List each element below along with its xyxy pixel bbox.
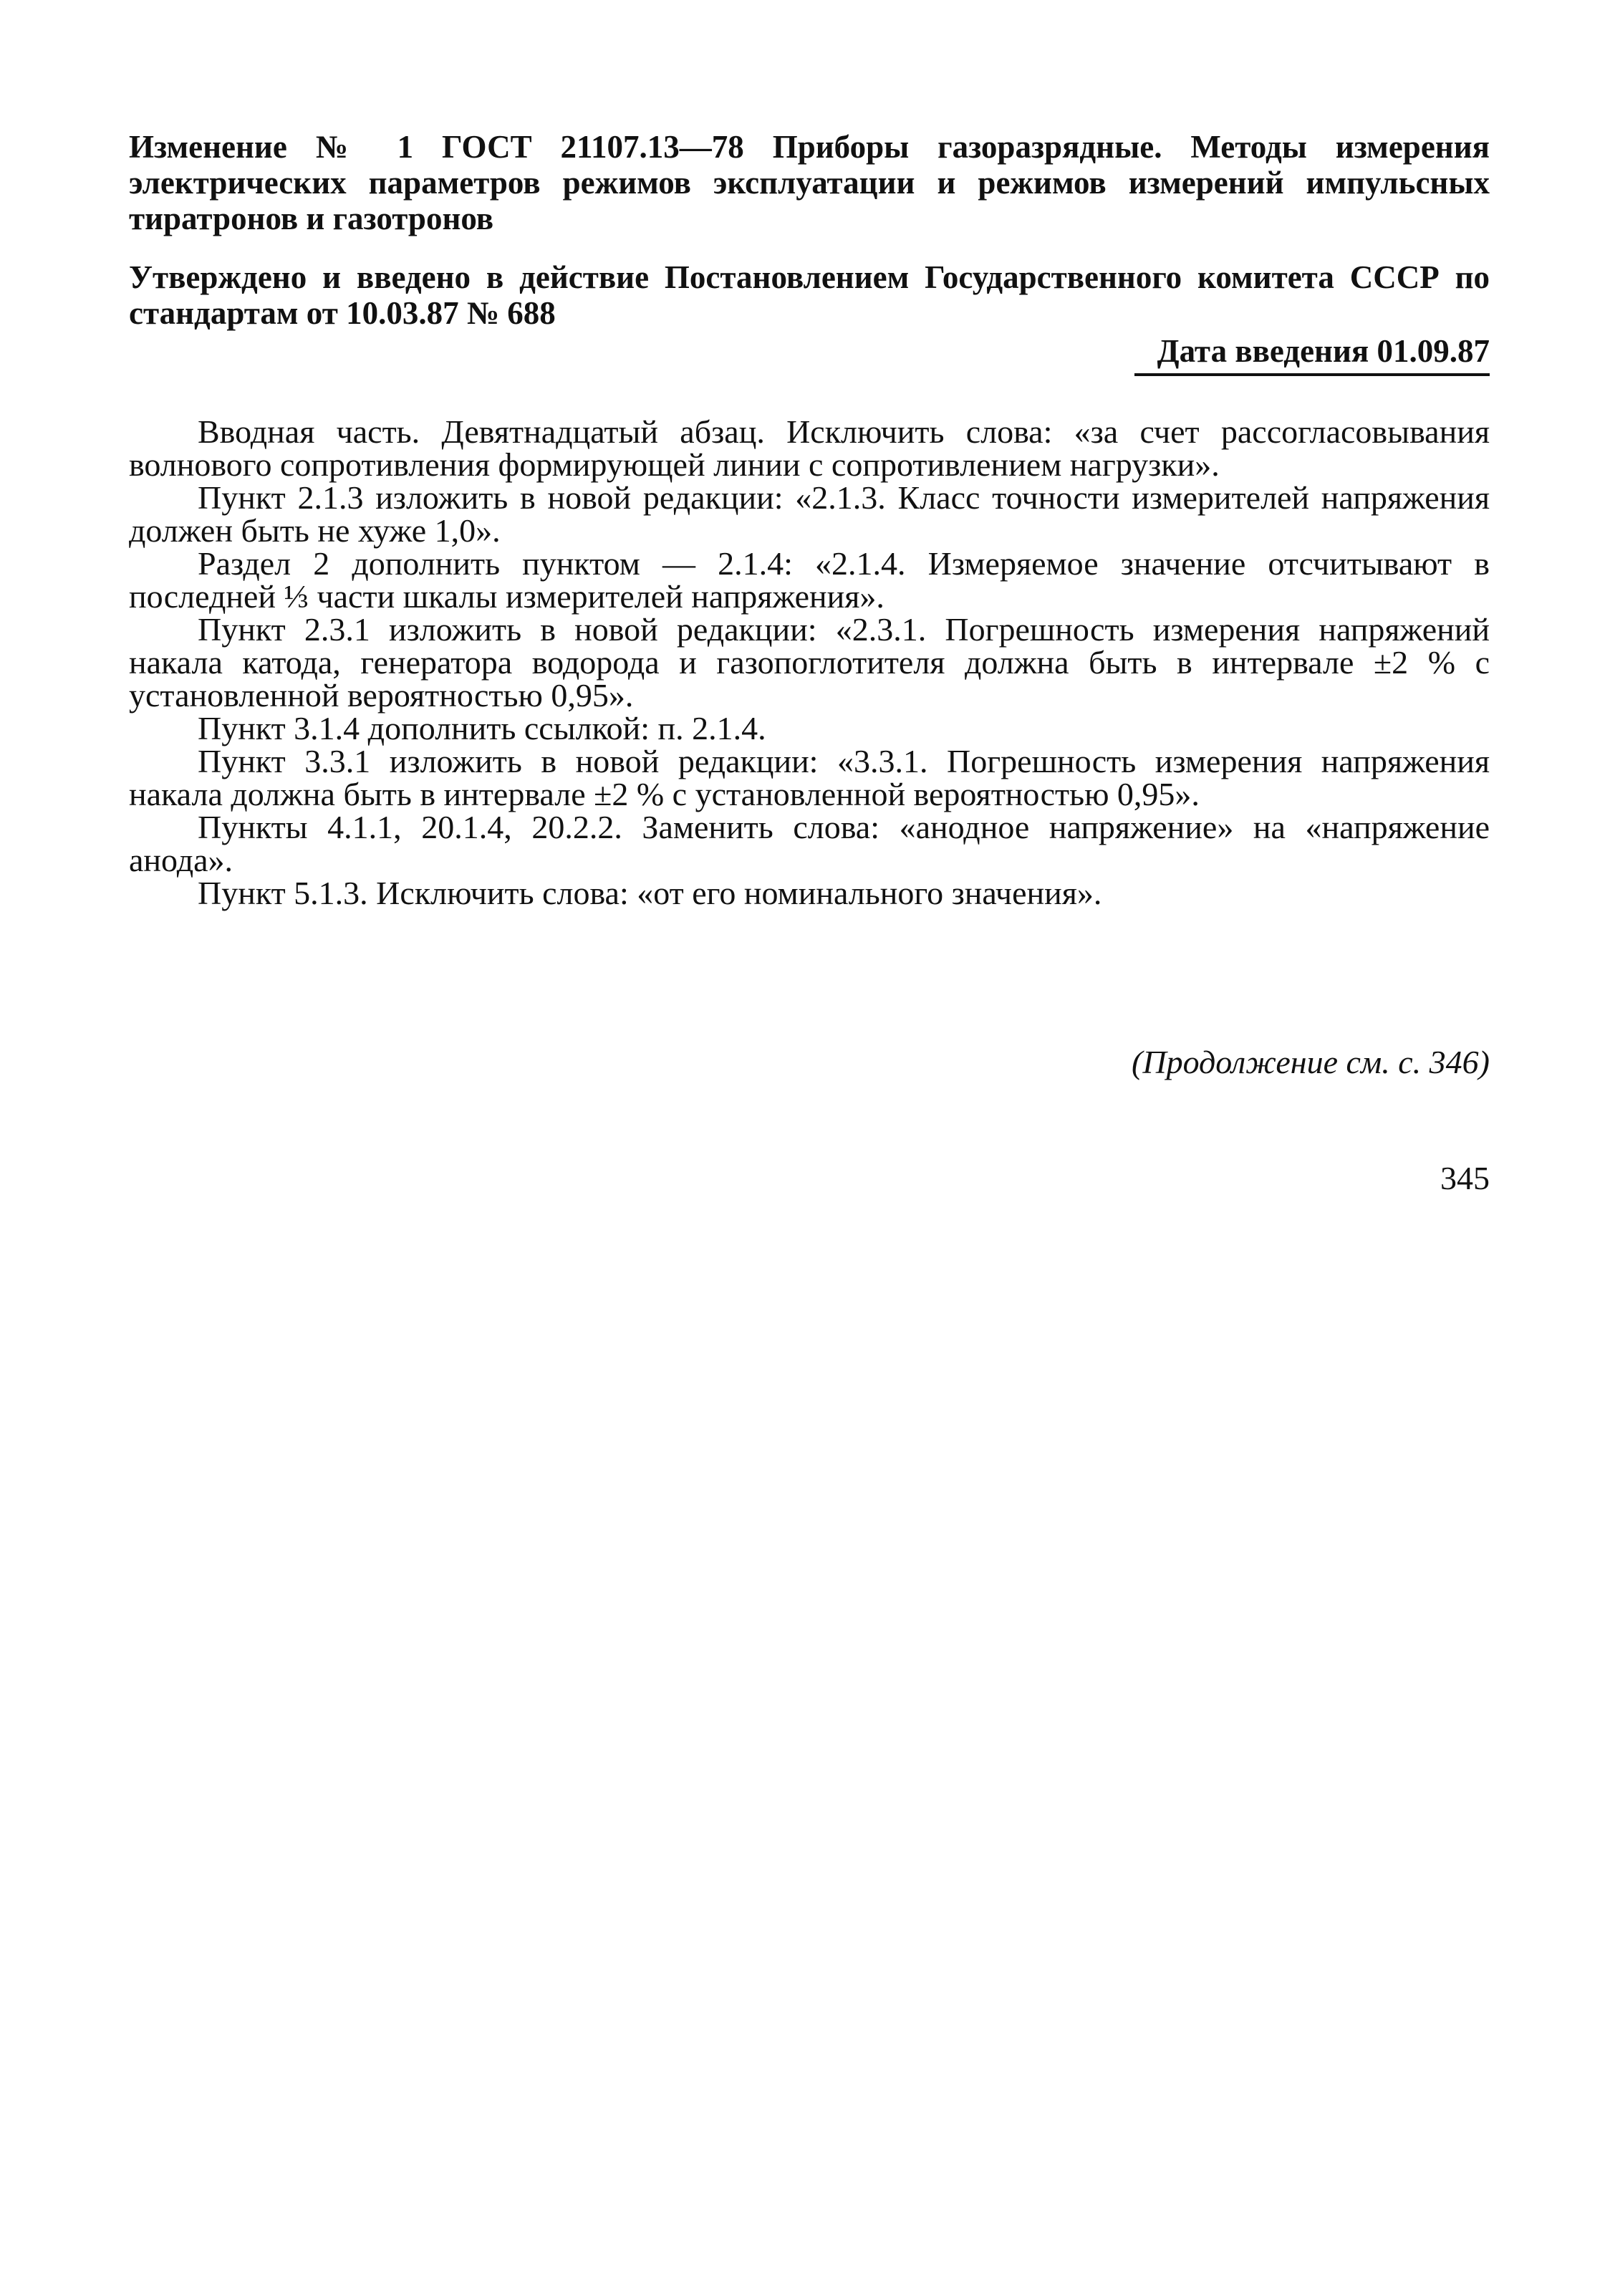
document-title: Изменение № 1 ГОСТ 21107.13—78 Приборы газоразрядные. Методы измерения электрических параметров режимов эксплуатации и режимов измерений импульсных тиратронов и газотронов (129, 129, 1490, 236)
amendment-paragraph: Пункт 3.3.1 изложить в новой редакции: «3.3.1. Погрешность измерения напряжения накала должна быть в интервале ±2 % с установленной вероятностью 0,95». (129, 743, 1490, 812)
amendment-paragraph: Вводная часть. Девятнадцатый абзац. Исключить слова: «за счет рассогласовывания волнового сопротивления формирующей линии с сопротивлением нагрузки». (129, 413, 1490, 483)
amendment-paragraph: Пункт 5.1.3. Исключить слова: «от его номинального значения». (198, 875, 1102, 911)
amendment-paragraph: Пункт 3.1.4 дополнить ссылкой: п. 2.1.4. (198, 710, 766, 746)
page-number: 345 (1440, 1160, 1490, 1196)
continuation-note: (Продолжение см. с. 346) (1132, 1044, 1490, 1080)
amendment-paragraph: Пункт 2.1.3 изложить в новой редакции: «2.1.3. Класс точности измерителей напряжения должен быть не хуже 1,0». (129, 479, 1490, 549)
approval-statement: Утверждено и введено в действие Постановлением Государственного комитета СССР по стандартам от 10.03.87 № 688 (129, 259, 1490, 331)
amendment-paragraph: Раздел 2 дополнить пунктом — 2.1.4: «2.1.4. Измеряемое значение отсчитывают в последней ⅓ части шкалы измерителей напряжения». (129, 545, 1490, 615)
amendment-body (129, 413, 1490, 911)
amendment-paragraph: Пункты 4.1.1, 20.1.4, 20.2.2. Заменить слова: «анодное напряжение» на «напряжение анода». (129, 809, 1490, 878)
effective-date: Дата введения 01.09.87 (1134, 333, 1490, 376)
amendment-paragraph: Пункт 2.3.1 изложить в новой редакции: «2.3.1. Погрешность измерения напряжений накала катода, генератора водорода и газопоглотителя должна быть в интервале ±2 % с установленной вероятностью 0,95». (129, 611, 1490, 714)
